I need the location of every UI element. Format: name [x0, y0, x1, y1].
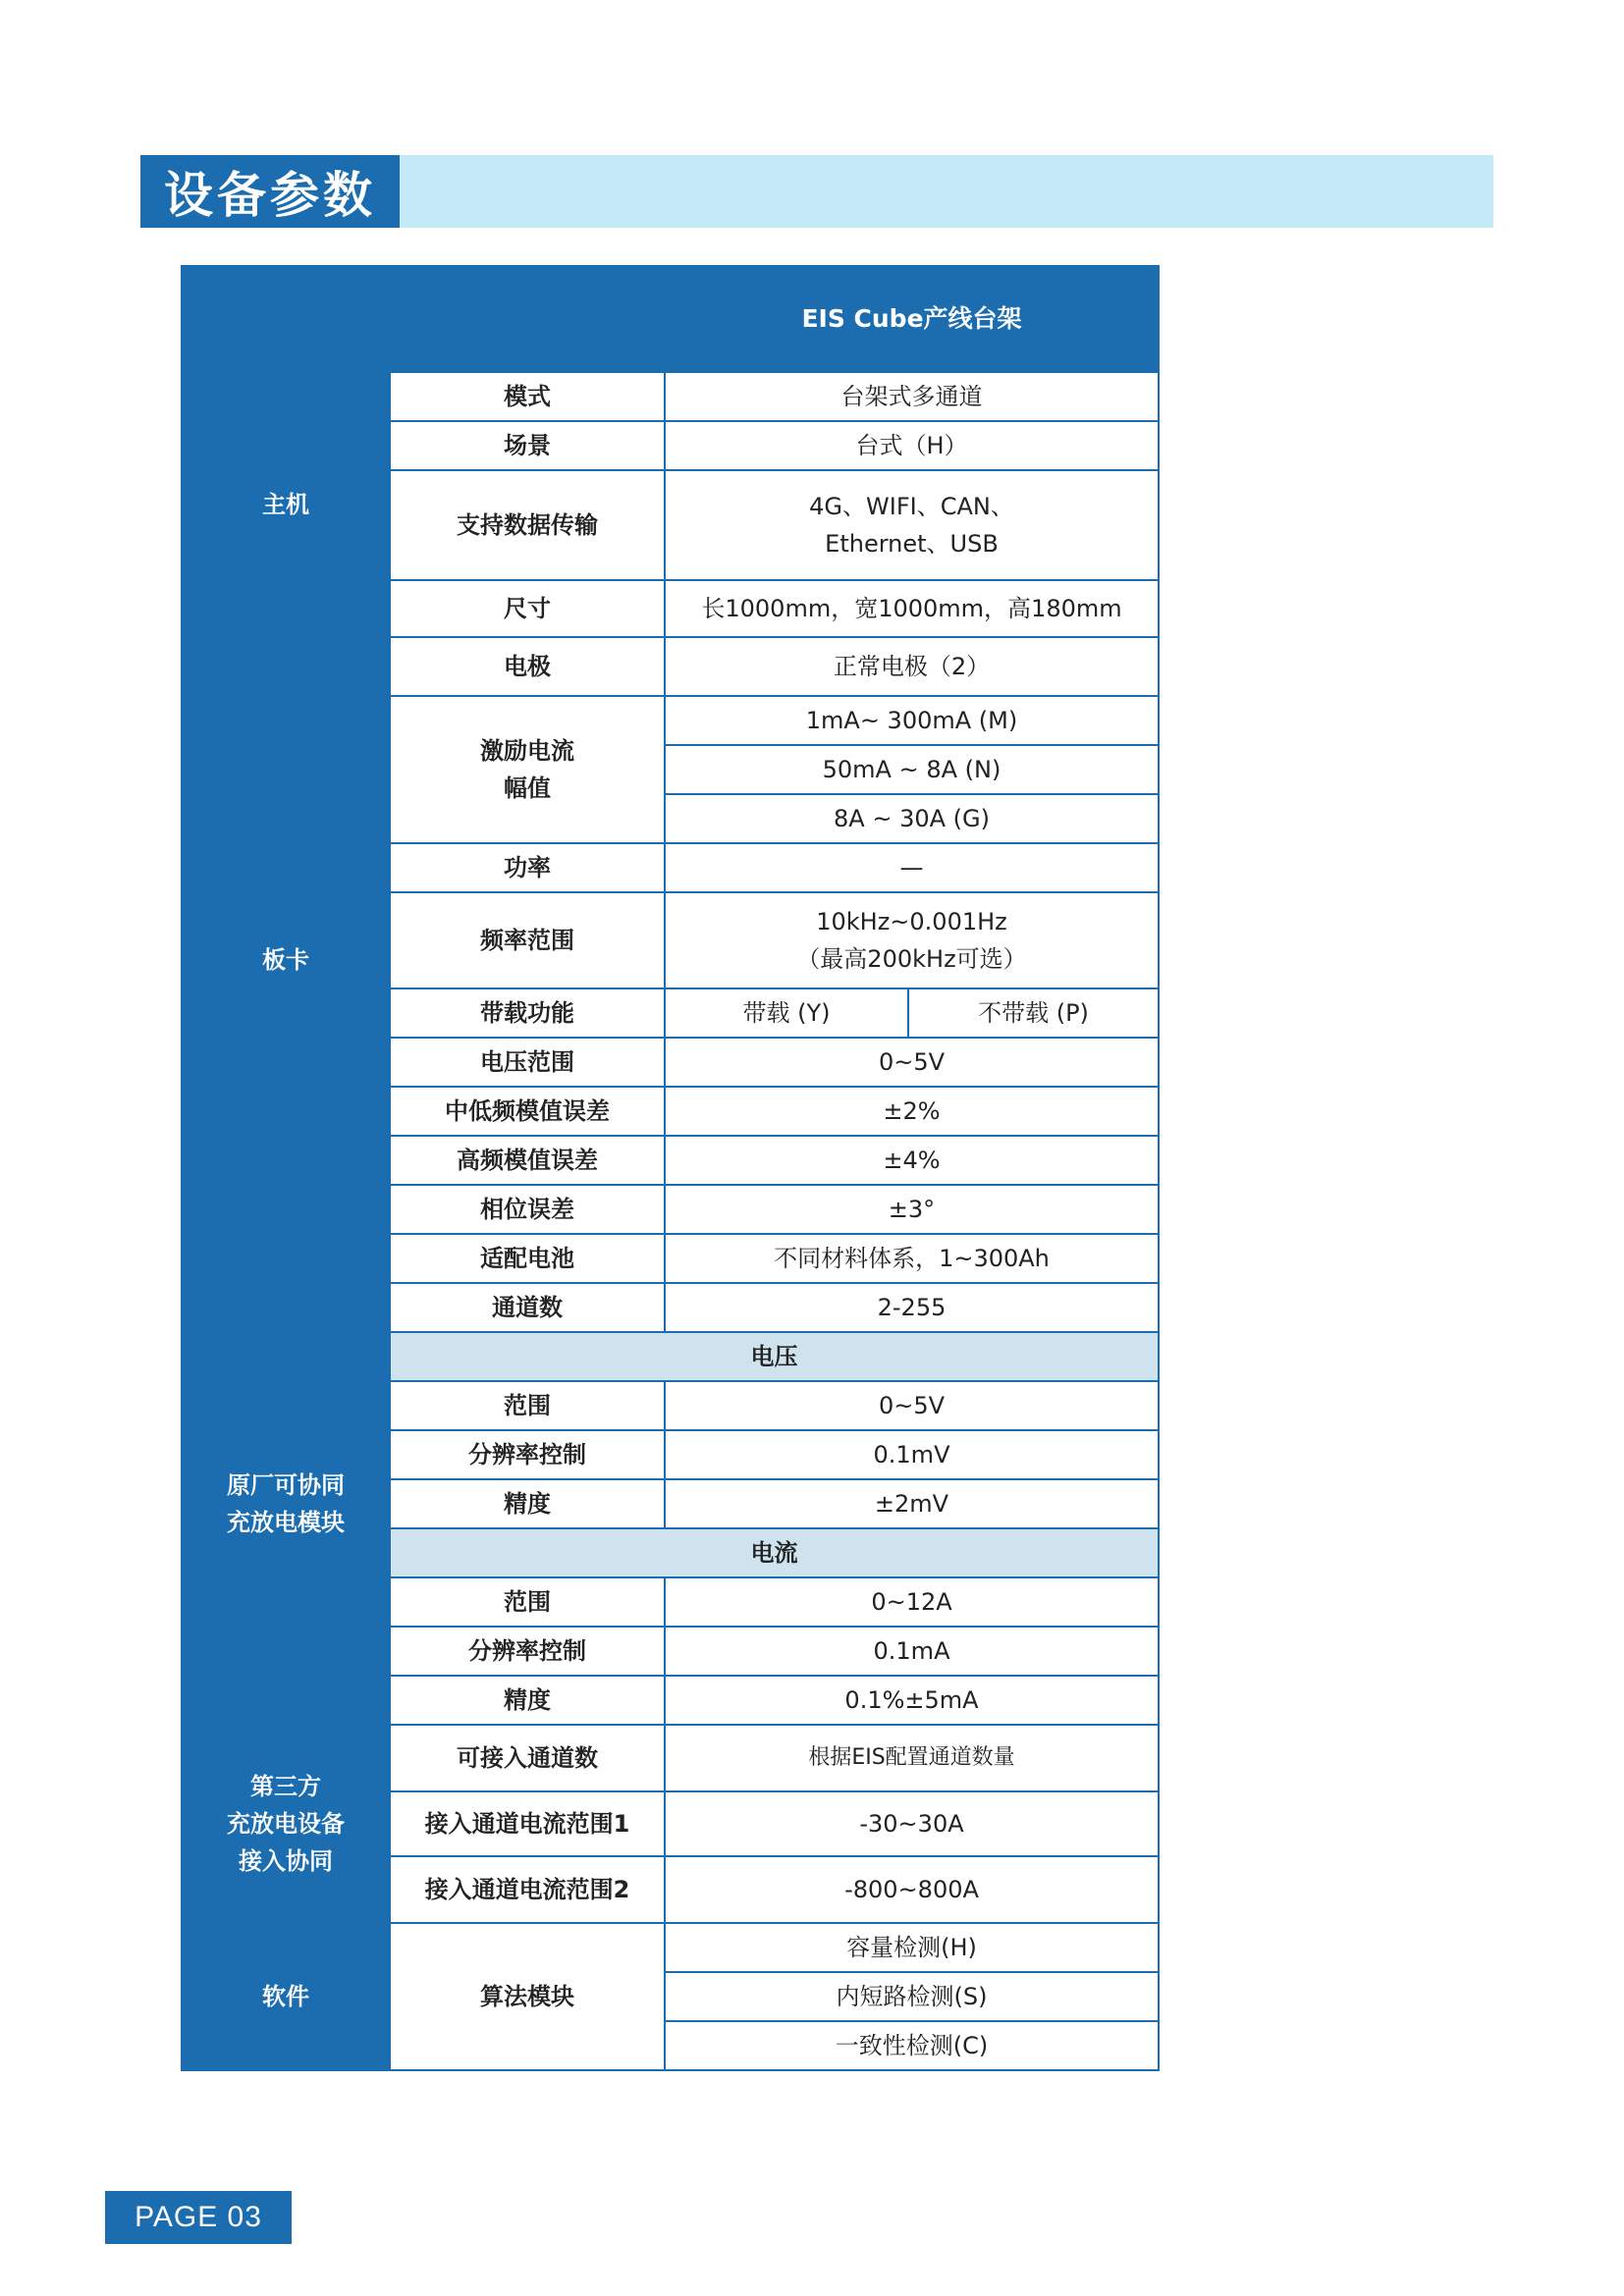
row-value: 台式（H） [665, 421, 1159, 470]
row-label: 支持数据传输 [390, 470, 665, 580]
category-third-party [182, 1725, 390, 1923]
row-value: 容量检测(H) [665, 1923, 1159, 1972]
category-line: 充放电模块 [227, 1509, 345, 1536]
row-value: 0~5V [665, 1038, 1159, 1087]
row-label: 电极 [390, 637, 665, 696]
table-row [182, 1923, 1159, 1972]
row-label: 适配电池 [390, 1234, 665, 1283]
row-label: 可接入通道数 [390, 1725, 665, 1791]
category-line: 充放电设备 [227, 1810, 345, 1838]
table-header-row [182, 266, 1159, 372]
category-line: 第三方 [250, 1773, 321, 1800]
category-oem-module [182, 1283, 390, 1725]
value-line: 10kHz~0.001Hz [816, 908, 1007, 935]
row-value: ±2% [665, 1087, 1159, 1136]
row-label: 分辨率控制 [390, 1430, 665, 1479]
row-label: 相位误差 [390, 1185, 665, 1234]
value-line: Ethernet、USB [825, 530, 999, 558]
row-label: 中低频模值误差 [390, 1087, 665, 1136]
row-value: ±2mV [665, 1479, 1159, 1528]
row-value: 台架式多通道 [665, 372, 1159, 421]
table-row [182, 1283, 1159, 1332]
row-label-multiline [390, 696, 665, 843]
row-value: 8A ~ 30A (G) [665, 794, 1159, 843]
row-label: 接入通道电流范围1 [390, 1791, 665, 1856]
row-label: 模式 [390, 372, 665, 421]
row-value: 长1000mm，宽1000mm，高180mm [665, 580, 1159, 637]
row-value: ±3° [665, 1185, 1159, 1234]
value-line: 4G、WIFI、CAN、 [809, 493, 1014, 520]
category-line: 原厂可协同 [227, 1471, 345, 1499]
row-value: 根据EIS配置通道数量 [665, 1725, 1159, 1791]
row-value-multiline [665, 892, 1159, 988]
row-value: 0.1mA [665, 1627, 1159, 1676]
category-board: 板卡 [182, 637, 390, 1283]
row-value: 0~12A [665, 1577, 1159, 1627]
label-line: 激励电流 [480, 737, 574, 765]
row-value: 不同材料体系，1~300Ah [665, 1234, 1159, 1283]
table-row [182, 1725, 1159, 1791]
row-label: 带载功能 [390, 988, 665, 1038]
row-label: 精度 [390, 1676, 665, 1725]
row-value: 2-255 [665, 1283, 1159, 1332]
table-row [182, 637, 1159, 696]
row-label: 接入通道电流范围2 [390, 1856, 665, 1923]
row-value: 0~5V [665, 1381, 1159, 1430]
row-label: 功率 [390, 843, 665, 892]
page-title: 设备参数 [140, 155, 400, 228]
row-value: -30~30A [665, 1791, 1159, 1856]
spec-table [181, 265, 1160, 2071]
row-label: 分辨率控制 [390, 1627, 665, 1676]
category-host: 主机 [182, 372, 390, 637]
row-value: 一致性检测(C) [665, 2021, 1159, 2070]
section-voltage: 电压 [390, 1332, 1159, 1381]
row-value: 0.1mV [665, 1430, 1159, 1479]
row-label: 尺寸 [390, 580, 665, 637]
header-blank-cell [182, 266, 665, 372]
row-label: 高频模值误差 [390, 1136, 665, 1185]
row-value: 正常电极（2） [665, 637, 1159, 696]
row-value: ±4% [665, 1136, 1159, 1185]
table-row [182, 372, 1159, 421]
row-value: 0.1%±5mA [665, 1676, 1159, 1725]
row-label: 电压范围 [390, 1038, 665, 1087]
row-value: 内短路检测(S) [665, 1972, 1159, 2021]
row-value-multiline [665, 470, 1159, 580]
row-label: 场景 [390, 421, 665, 470]
row-value: 50mA ~ 8A (N) [665, 745, 1159, 794]
page-number-badge: PAGE 03 [105, 2191, 292, 2244]
row-value: -800~800A [665, 1856, 1159, 1923]
row-label: 频率范围 [390, 892, 665, 988]
row-label: 算法模块 [390, 1923, 665, 2070]
row-label: 范围 [390, 1381, 665, 1430]
category-software: 软件 [182, 1923, 390, 2070]
row-value: — [665, 843, 1159, 892]
row-value: 带载 (Y) [665, 988, 908, 1038]
section-current: 电流 [390, 1528, 1159, 1577]
value-line: （最高200kHz可选） [796, 945, 1027, 973]
row-label: 范围 [390, 1577, 665, 1627]
row-label: 精度 [390, 1479, 665, 1528]
row-label: 通道数 [390, 1283, 665, 1332]
row-value: 不带载 (P) [908, 988, 1159, 1038]
product-header: EIS Cube产线台架 [665, 266, 1159, 372]
row-value: 1mA~ 300mA (M) [665, 696, 1159, 745]
category-line: 接入协同 [239, 1847, 333, 1875]
label-line: 幅值 [504, 774, 551, 802]
